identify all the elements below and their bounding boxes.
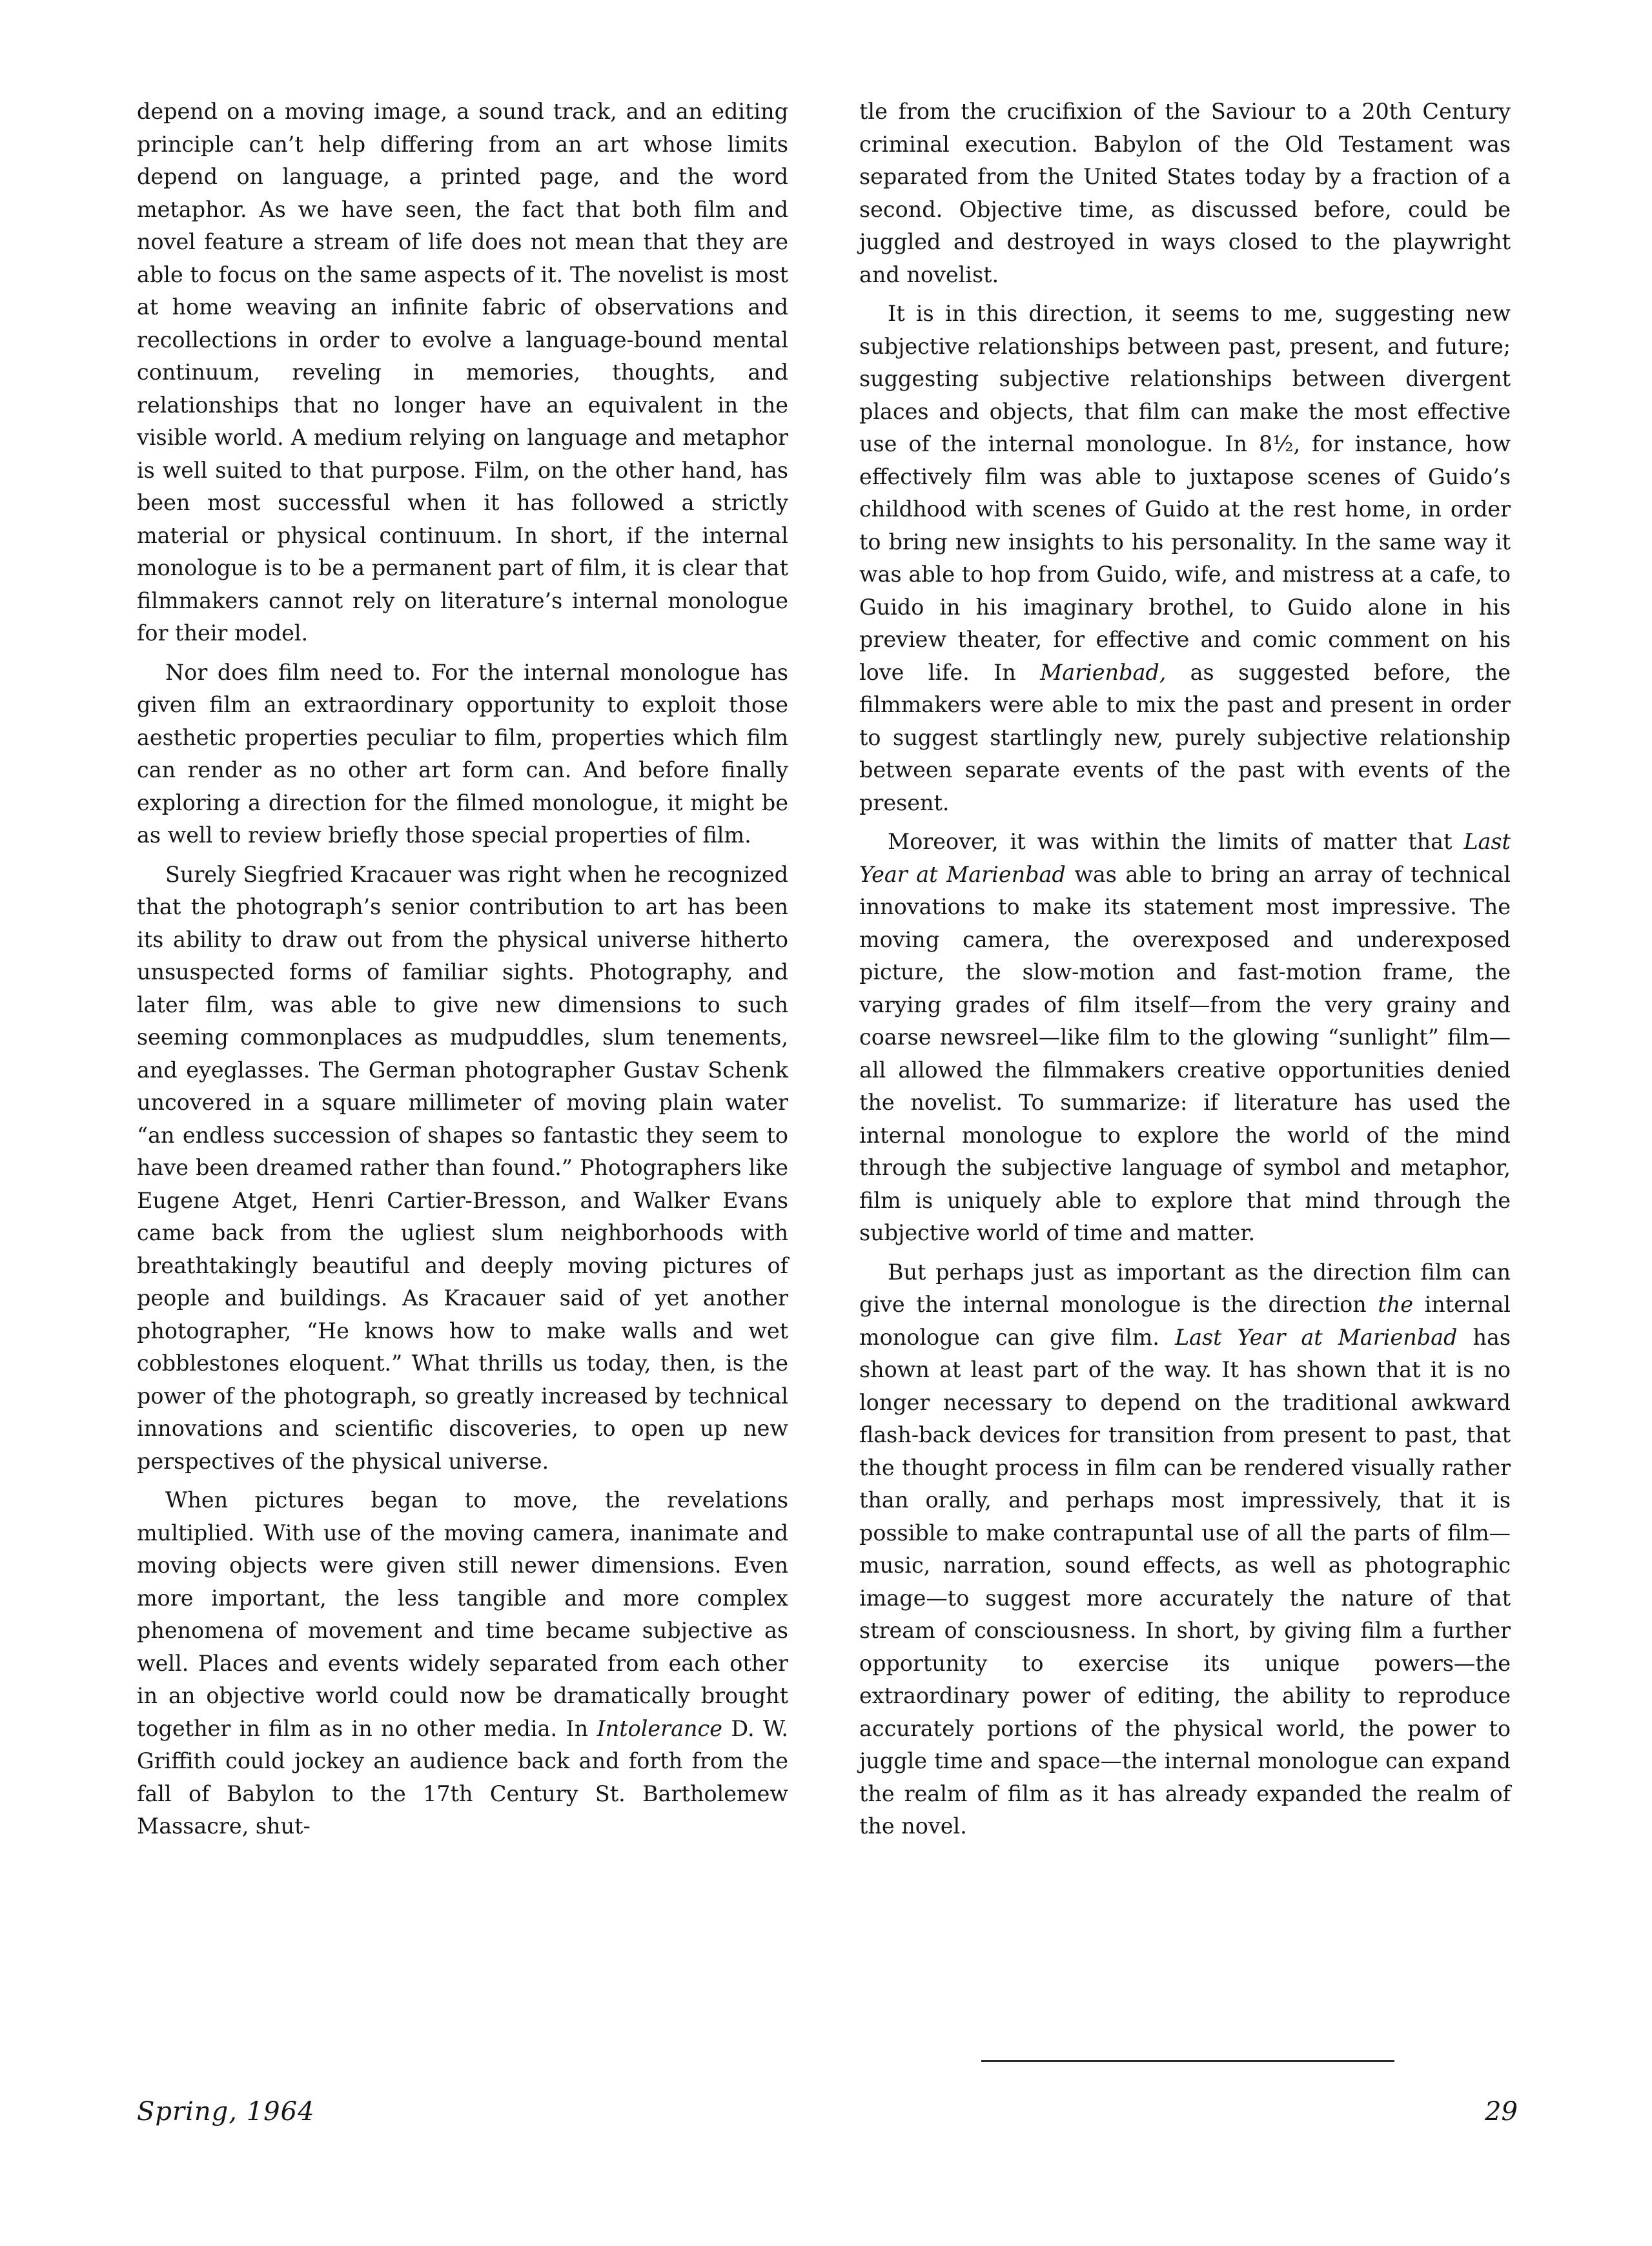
right-paragraph-2-text-b: as suggested before, the filmmakers were able to mix the past and present in order to suggest startlingly new, purely subjective relationship between separate events of the past with events of the present. [859, 659, 1511, 815]
left-paragraph-4-text-b: D. W. Griffith could jockey an audience back and forth from the fall of Babylon to the 17th Century St. Bartholemew Massacre, shut- [137, 1715, 788, 1839]
left-paragraph-4 [137, 1484, 788, 1843]
right-paragraph-4-text-c: has shown at least part of the way. It has shown that it is no longer necessary to depend on the traditional awkward flash-back devices for transition from present to past, that the thought process in film can be rendered visually rather than orally, and perhaps most impressively, that it is possible to make contrapuntal use of all the parts of film—music, narration, sound effects, as well as photographic image—to suggest more accurately the nature of that stream of consciousness. In short, by giving film a further opportunity to exercise its unique powers—the extraordinary power of editing, the ability to reproduce accurately portions of the physical world, the power to juggle time and space—the internal monologue can expand the realm of film as it has already expanded the realm of the novel. [859, 1324, 1511, 1839]
film-title-marienbad: Marienbad, [1040, 659, 1167, 685]
right-paragraph-1: tle from the crucifixion of the Saviour to a 20th Century criminal execution. Babylon of the Old Testament was separated from the United States today by a fraction of a second. Objective time, as discussed before, could be juggled and destroyed in ways closed to the playwright and novelist. [859, 99, 1511, 287]
emphasis-the: the [1378, 1292, 1413, 1317]
left-paragraph-1: depend on a moving image, a sound track, and an editing principle can’t help differing from an art whose limits depend on language, a printed page, and the word metaphor. As we have seen, the fact that both film and novel feature a stream of life does not mean that they are able to focus on the same aspects of it. The novelist is most at home weaving an infinite fabric of observations and recollections in order to evolve a language-bound mental continuum, reveling in memories, thoughts, and relationships that no longer have an equivalent in the visible world. A medium relying on language and metaphor is well suited to that purpose. Film, on the other hand, has been most successful when it has followed a strictly material or physical continuum. In short, if the internal monologue is to be a permanent part of film, it is clear that filmmakers cannot rely on literature’s internal monologue for their model. [137, 99, 788, 646]
right-paragraph-3-text-b: was able to bring an array of technical innovations to make its statement most impressive. The moving camera, the overexposed and underexposed picture, the slow-motion and fast-motion frame, the varying grades of film itself—from the very grainy and coarse newsreel—like film to the glowing “sunlight” film—all allowed the filmmakers creative opportunities denied the novelist. To summarize: if literature has used the internal monologue to explore the world of the mind through the subjective language of symbol and metaphor, film is uniquely able to explore that mind through the subjective world of time and matter. [859, 861, 1511, 1245]
right-paragraph-4-text-b: internal monologue can give film. [859, 1292, 1511, 1350]
right-paragraph-4-text-a: But perhaps just as important as the direction film can give the internal monologue is the direction [859, 1259, 1511, 1317]
issue-date: Spring, 1964 [137, 2097, 315, 2127]
end-of-article-rule [981, 2060, 1394, 2062]
right-paragraph-2-text-a: It is in this direction, it seems to me, suggesting new subjective relationships between past, present, and future; suggesting subjective relationships between divergent places and objects, that film can make the most effective use of the internal monologue. In 8½, for instance, how effectively film was able to juxtapose scenes of Guido’s childhood with scenes of Guido at the rest home, in order to bring new insights to his personality. In the same way it was able to hop from Guido, wife, and mistress at a cafe, to Guido in his imaginary brothel, to Guido alone in his preview theater, for effective and comic comment on his love life. In [859, 301, 1511, 685]
right-paragraph-3-text-a: Moreover, it was within the limits of matter that [888, 829, 1453, 854]
right-paragraph-2 [859, 298, 1511, 819]
left-column [137, 96, 788, 1843]
film-title-intolerance: Intolerance [597, 1715, 722, 1741]
film-title-last-year-at-marienbad: Last Year at Marienbad [859, 829, 1511, 887]
right-column [859, 96, 1511, 1843]
right-paragraph-4 [859, 1256, 1511, 1843]
left-paragraph-2: Nor does film need to. For the internal monologue has given film an extraordinary opportunity to exploit those aesthetic properties peculiar to film, properties which film can render as no other art form can. And before finally exploring a direction for the filmed monologue, it might be as well to review briefly those special properties of film. [137, 659, 788, 848]
right-paragraph-3 [859, 826, 1511, 1250]
left-paragraph-4-text-a: When pictures began to move, the revelations multiplied. With use of the moving camera, inanimate and moving objects were given still newer dimensions. Even more important, the less tangible and more complex phenomena of movement and time became subjective as well. Places and events widely separated from each other in an objective world could now be dramatically brought together in film as in no other media. In [137, 1487, 788, 1741]
film-title-last-year-at-marienbad-2: Last Year at Marienbad [1174, 1324, 1458, 1350]
page-number: 29 [1485, 2097, 1518, 2127]
left-paragraph-3: Surely Siegfried Kracauer was right when he recognized that the photograph’s senior contribution to art has been its ability to draw out from the physical universe hitherto unsuspected forms of familiar sights. Photography, and later film, was able to give new dimensions to such seeming commonplaces as mudpuddles, slum tenements, and eyeglasses. The German photographer Gustav Schenk uncovered in a square millimeter of moving plain water “an endless succession of shapes so fantastic they seem to have been dreamed rather than found.” Photographers like Eugene Atget, Henri Cartier-Bresson, and Walker Evans came back from the ugliest slum neighborhoods with breathtakingly beautiful and deeply moving pictures of people and buildings. As Kracauer said of yet another photographer, “He knows how to make walls and wet cobblestones eloquent.” What thrills us today, then, is the power of the photograph, so greatly increased by technical innovations and scientific discoveries, to open up new perspectives of the physical universe. [137, 861, 788, 1474]
